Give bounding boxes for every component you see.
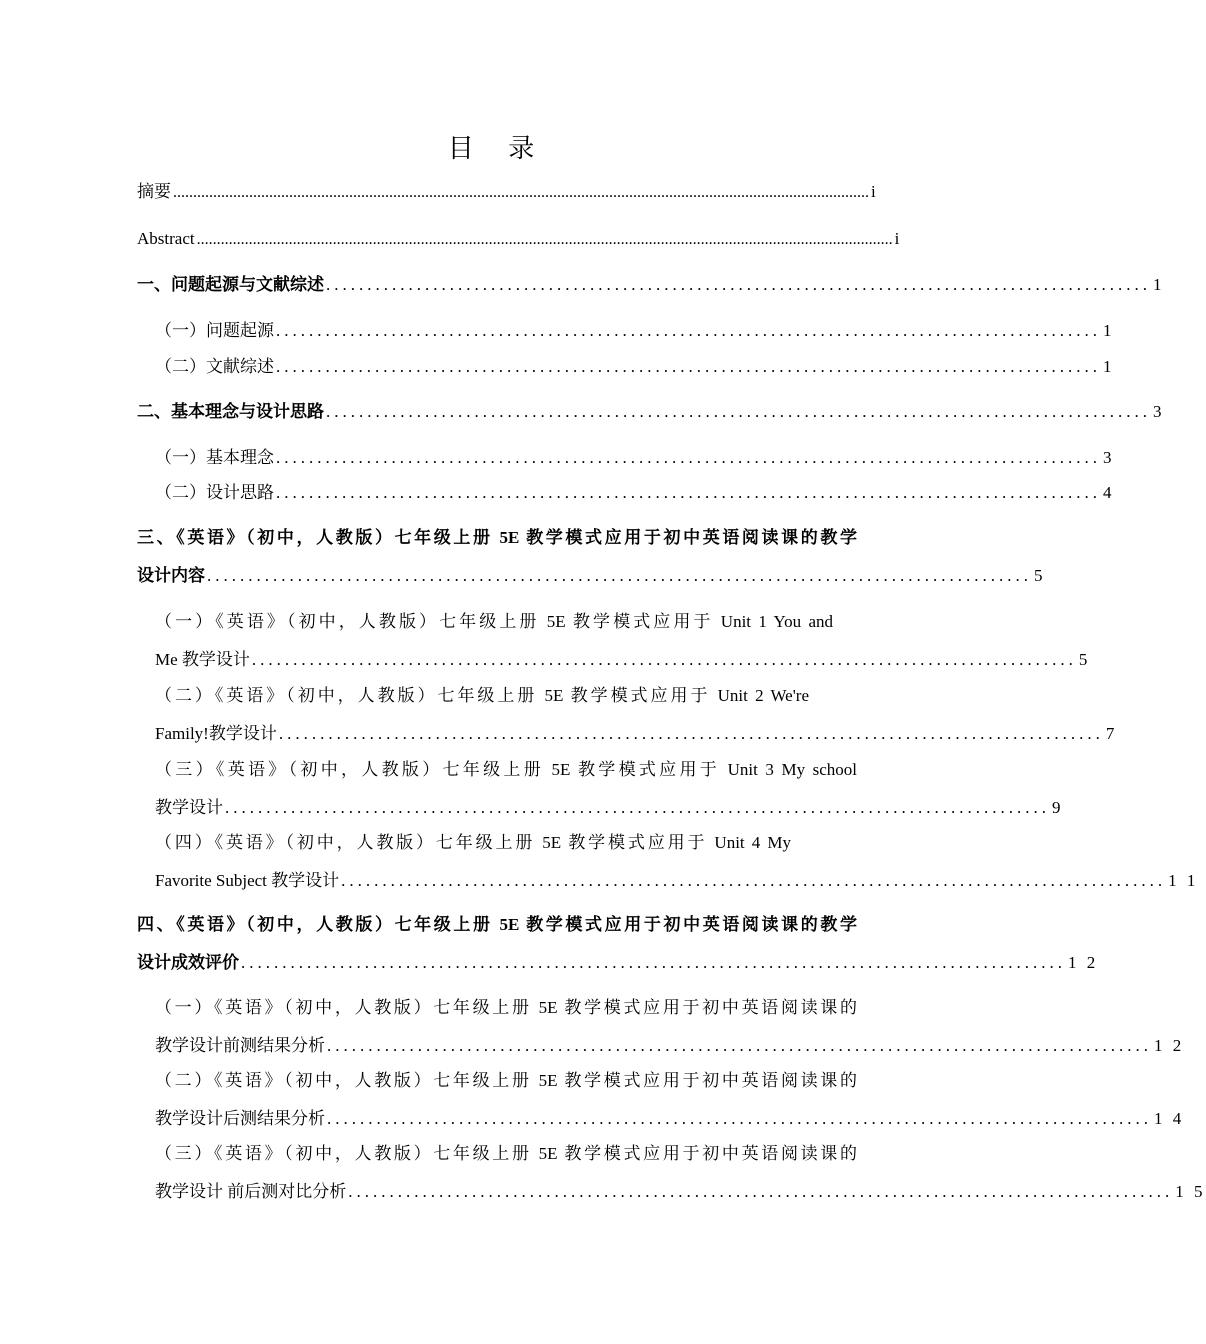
- dot-leader: ....................................................................................................: [276, 321, 1101, 340]
- toc-entry-label-line1: 三、《英语》（初中，人教版）七年级上册 5E 教学模式应用于初中英语阅读课的教学: [137, 528, 857, 547]
- toc-entry-section-1-1[interactable]: [155, 321, 1115, 341]
- toc-page-number: 9: [1052, 798, 1064, 817]
- toc-entry-abstract-cn[interactable]: [137, 182, 879, 203]
- toc-page-number: 1: [1103, 321, 1115, 340]
- toc-entry-label: Abstract: [137, 229, 195, 248]
- toc-entry-label: 摘要: [137, 182, 171, 201]
- toc-page-number: 3: [1103, 448, 1115, 467]
- toc-entry-label-line2: Favorite Subject 教学设计: [155, 871, 340, 890]
- toc-entry-label-line1: （二）《英语》（初中，人教版）七年级上册 5E 教学模式应用于 Unit 2 We're: [155, 686, 809, 705]
- toc-entry-section-3-3[interactable]: [155, 760, 1064, 818]
- dot-leader: ..............................................................................................................................................................................: [196, 231, 893, 248]
- toc-entry-label-line2: Me 教学设计: [155, 650, 250, 669]
- toc-entry-label-line2: 教学设计后测结果分析: [155, 1109, 325, 1128]
- toc-entry-label-line1: （一）《英语》（初中，人教版）七年级上册 5E 教学模式应用于初中英语阅读课的: [155, 998, 857, 1017]
- dot-leader: ....................................................................................................: [327, 1036, 1152, 1055]
- toc-page-number: 1 5: [1175, 1182, 1206, 1201]
- toc-page-number: 1 4: [1154, 1109, 1185, 1128]
- toc-page-number: 1 2: [1154, 1036, 1185, 1055]
- toc-entry-label-line2: Family!教学设计: [155, 724, 277, 743]
- toc-entry-section-3-4[interactable]: [155, 833, 1199, 891]
- toc-entry-label-line1: 四、《英语》（初中，人教版）七年级上册 5E 教学模式应用于初中英语阅读课的教学: [137, 915, 857, 934]
- toc-entry-label: （二）设计思路: [155, 483, 274, 502]
- page-title: 目 录: [447, 134, 549, 163]
- toc-entry-label-line1: （四）《英语》（初中，人教版）七年级上册 5E 教学模式应用于 Unit 4 My: [155, 833, 791, 852]
- toc-page-number: 4: [1103, 483, 1115, 502]
- toc-page-number: 1 1: [1168, 871, 1199, 890]
- toc-entry-label: （一）问题起源: [155, 321, 274, 340]
- dot-leader: ....................................................................................................: [326, 275, 1151, 294]
- toc-entry-label-line2: 教学设计: [155, 798, 223, 817]
- toc-entry-section-3-1[interactable]: [155, 612, 1091, 670]
- toc-page-number: i: [894, 229, 903, 248]
- toc-entry-label-line2: 教学设计 前后测对比分析: [155, 1182, 347, 1201]
- toc-entry-section-2[interactable]: [137, 402, 1165, 422]
- toc-entry-section-2-2[interactable]: [155, 483, 1115, 503]
- toc-entry-label-line1: （二）《英语》（初中，人教版）七年级上册 5E 教学模式应用于初中英语阅读课的: [155, 1071, 857, 1090]
- dot-leader: ....................................................................................................: [225, 798, 1050, 817]
- toc-entry-label-line2: 教学设计前测结果分析: [155, 1036, 325, 1055]
- toc-page-number: 1: [1103, 357, 1115, 376]
- toc-page-number: 1: [1153, 275, 1165, 294]
- dot-leader: ....................................................................................................: [278, 724, 1104, 743]
- toc-entry-label: （一）基本理念: [155, 448, 274, 467]
- toc-entry-label-line1: （三）《英语》（初中，人教版）七年级上册 5E 教学模式应用于 Unit 3 My school: [155, 760, 857, 779]
- toc-page-number: 1 2: [1068, 953, 1099, 972]
- toc-page-number: 5: [1078, 650, 1091, 669]
- toc-entry-section-4[interactable]: [137, 915, 1099, 973]
- toc-entry-section-1[interactable]: [137, 275, 1165, 295]
- toc-entry-section-2-1[interactable]: [155, 448, 1115, 468]
- toc-entry-section-4-1[interactable]: [155, 998, 1185, 1056]
- dot-leader: ....................................................................................................: [276, 483, 1101, 502]
- toc-entry-section-1-2[interactable]: [155, 357, 1115, 377]
- toc-entry-section-4-3[interactable]: [155, 1144, 1206, 1202]
- dot-leader: ....................................................................................................: [326, 402, 1151, 421]
- toc-entry-section-3-2[interactable]: [155, 686, 1118, 744]
- toc-entry-label-line2: 设计成效评价: [137, 953, 239, 972]
- toc-entry-label-line2: 设计内容: [137, 566, 205, 585]
- toc-page-number: 7: [1105, 724, 1118, 743]
- dot-leader: ....................................................................................................: [348, 1182, 1174, 1201]
- toc-entry-label-line1: （一）《英语》（初中，人教版）七年级上册 5E 教学模式应用于 Unit 1 You and: [155, 612, 833, 631]
- toc-entry-section-4-2[interactable]: [155, 1071, 1185, 1129]
- toc-entry-label: 一、问题起源与文献综述: [137, 275, 324, 294]
- dot-leader: ....................................................................................................: [251, 650, 1077, 669]
- dot-leader: ....................................................................................................: [341, 871, 1167, 890]
- toc-page-number: 5: [1034, 566, 1046, 585]
- toc-entry-abstract-en[interactable]: [137, 229, 903, 250]
- dot-leader: ....................................................................................................: [207, 566, 1032, 585]
- dot-leader: ....................................................................................................: [276, 448, 1101, 467]
- dot-leader: ....................................................................................................: [327, 1109, 1152, 1128]
- toc-entry-section-3[interactable]: [137, 528, 1046, 586]
- toc-page-number: i: [871, 182, 879, 201]
- toc-page-number: 3: [1153, 402, 1165, 421]
- toc-entry-label-line1: （三）《英语》（初中，人教版）七年级上册 5E 教学模式应用于初中英语阅读课的: [155, 1144, 857, 1163]
- toc-entry-label: 二、基本理念与设计思路: [137, 402, 324, 421]
- dot-leader: ....................................................................................................: [276, 357, 1101, 376]
- dot-leader: ..............................................................................................................................................................................: [173, 184, 869, 201]
- dot-leader: ....................................................................................................: [241, 953, 1066, 972]
- toc-entry-label: （二）文献综述: [155, 357, 274, 376]
